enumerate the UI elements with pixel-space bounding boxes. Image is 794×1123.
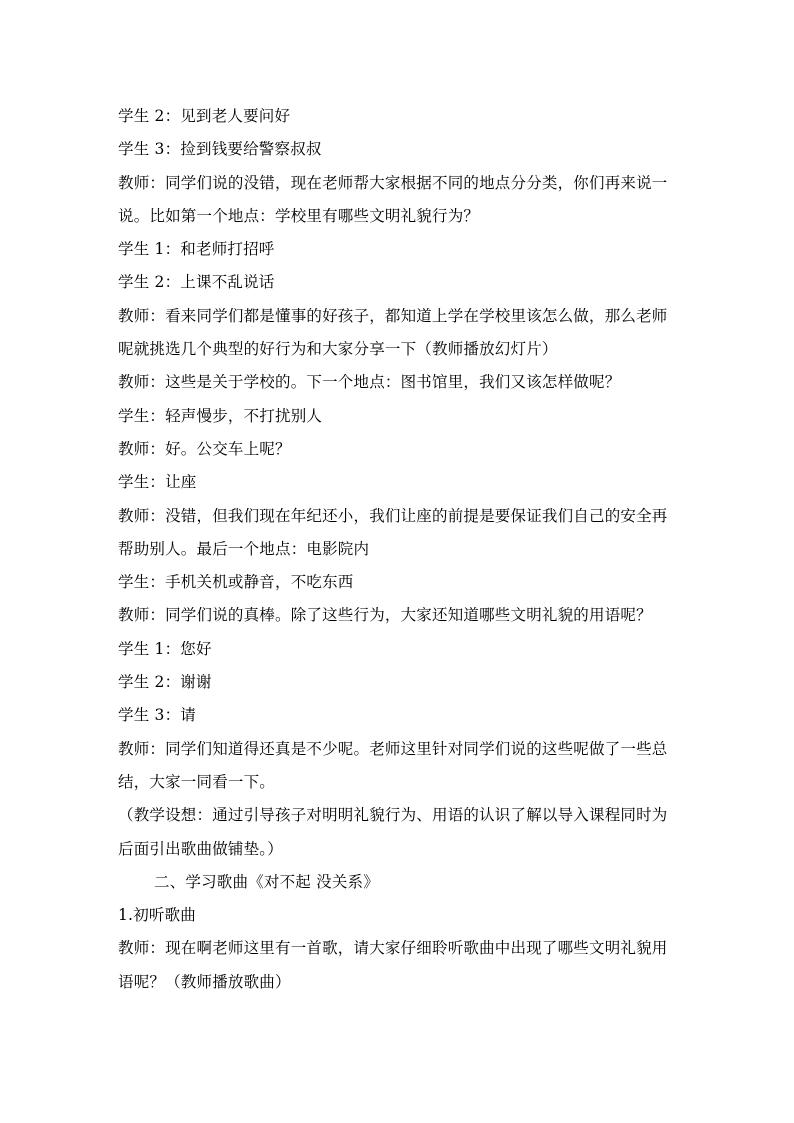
dialogue-line: 学生 2：谢谢 xyxy=(118,673,212,692)
dialogue-line: 结，大家一同看一下。 xyxy=(118,772,276,791)
section-heading: 二、学习歌曲《对不起 没关系》 xyxy=(154,872,379,891)
document-page xyxy=(118,100,678,999)
subsection-heading: 1.初听歌曲 xyxy=(118,906,196,925)
dialogue-line: 学生 1：您好 xyxy=(118,639,212,658)
dialogue-line: 教师：同学们说的没错，现在老师帮大家根据不同的地点分分类，你们再来说一 xyxy=(118,173,668,192)
dialogue-line: 学生：手机关机或静音，不吃东西 xyxy=(118,573,354,592)
dialogue-line: 帮助别人。最后一个地点：电影院内 xyxy=(118,539,370,558)
dialogue-line: 学生：让座 xyxy=(118,473,197,492)
dialogue-line: 呢就挑选几个典型的好行为和大家分享一下（教师播放幻灯片） xyxy=(118,340,558,359)
dialogue-line: 教师：同学们说的真棒。除了这些行为，大家还知道哪些文明礼貌的用语呢？ xyxy=(118,606,652,625)
dialogue-line: 说。比如第一个地点：学校里有哪些文明礼貌行为？ xyxy=(118,206,480,225)
dialogue-line: 教师：看来同学们都是懂事的好孩子，都知道上学在学校里该怎么做，那么老师 xyxy=(118,306,668,325)
dialogue-line: 学生：轻声慢步，不打扰别人 xyxy=(118,406,323,425)
dialogue-line: 教师：这些是关于学校的。下一个地点：图书馆里，我们又该怎样做呢？ xyxy=(118,373,621,392)
dialogue-line: 教师：现在啊老师这里有一首歌，请大家仔细聆听歌曲中出现了哪些文明礼貌用 xyxy=(118,939,668,958)
dialogue-line: 学生 3：捡到钱要给警察叔叔 xyxy=(118,140,322,159)
dialogue-line: 学生 2：见到老人要问好 xyxy=(118,107,291,125)
dialogue-line: 教师：同学们知道得还真是不少呢。老师这里针对同学们说的这些呢做了一些总 xyxy=(118,739,668,758)
dialogue-line: 学生 3：请 xyxy=(118,706,196,725)
dialogue-line: 教师：没错，但我们现在年纪还小，我们让座的前提是要保证我们自己的安全再 xyxy=(118,506,668,525)
dialogue-line: 教师：好。公交车上呢？ xyxy=(118,439,291,458)
dialogue-line: 学生 1：和老师打招呼 xyxy=(118,240,275,259)
design-note-line: （教学设想：通过引导孩子对明明礼貌行为、用语的认识了解以导入课程同时为 xyxy=(118,806,668,825)
dialogue-line: 语呢？（教师播放歌曲） xyxy=(118,972,291,991)
dialogue-line: 学生 2：上课不乱说话 xyxy=(118,273,275,292)
design-note-line: 后面引出歌曲做铺垫。） xyxy=(118,839,283,858)
